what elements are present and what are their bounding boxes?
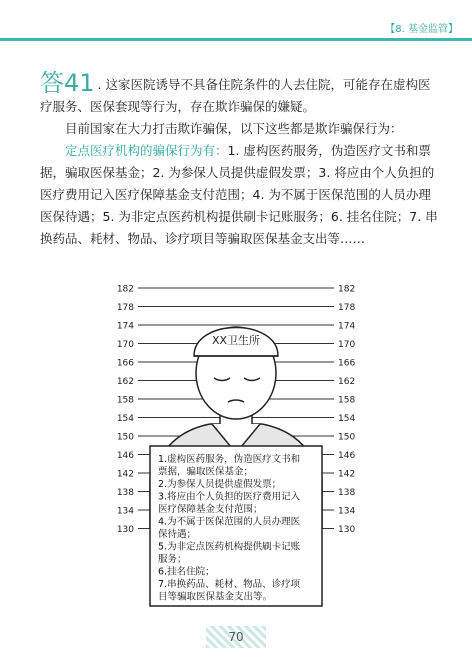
sign-text-line: 1.虚构医药服务，伪造医疗文书和 bbox=[158, 454, 301, 465]
answer-number: 答41 bbox=[40, 69, 95, 97]
height-mark-label-left: 154 bbox=[116, 414, 134, 424]
height-mark-label-right: 150 bbox=[338, 432, 356, 443]
height-mark-label-right: 142 bbox=[338, 469, 356, 480]
answer-text-block bbox=[40, 69, 440, 250]
answer-paragraph-1 bbox=[40, 69, 440, 118]
page-number: 70 bbox=[228, 630, 244, 644]
sign-text-line: 医疗保障基金支付范围； bbox=[158, 504, 263, 515]
height-mark-label-left: 134 bbox=[116, 506, 134, 517]
sign-text-line: 6.挂名住院； bbox=[158, 566, 215, 578]
height-mark-label-left: 146 bbox=[116, 451, 134, 461]
answer-paragraph-1-text: . 这家医院诱导不具备住院条件的人去住院，可能存在虚构医疗服务、医保套现等行为，存在欺诈骗保的嫌疑。 bbox=[40, 77, 431, 114]
section-tag: 【8. 基金监管】 bbox=[385, 24, 458, 35]
height-mark-label-right: 146 bbox=[338, 451, 356, 461]
sign-text-line: 4.为不属于医保范围的人员办理医 bbox=[158, 516, 301, 528]
height-mark-label-left: 182 bbox=[116, 284, 134, 295]
answer-paragraph-2: 目前国家在大力打击欺诈骗保，以下这些都是欺诈骗保行为： bbox=[65, 121, 403, 136]
height-mark-label-left: 170 bbox=[116, 340, 134, 350]
height-mark-label-left: 158 bbox=[116, 395, 134, 406]
sign-text-line: 5.为非定点医药机构提供刷卡记账 bbox=[158, 541, 301, 553]
paragraph-3-list: 1. 虚构医药服务，伪造医疗文书和票据，骗取医保基金；2. 为参保人员提供虚假发票；3. 将应由个人负担的医疗费用记入医疗保障基金支付范围；4. 为不属于医保范围的人员办理医保待遇；5. 为非定点医药机构提供刷卡记账服务；6. 挂名住院；7. 串换药品、耗材、物品、诊疗项目等骗取医保基金支出等…… bbox=[40, 143, 438, 246]
height-mark-label-right: 130 bbox=[338, 525, 356, 535]
height-mark-label-right: 154 bbox=[338, 414, 356, 424]
height-mark-label-left: 162 bbox=[116, 377, 134, 387]
sign-text-line: 目等骗取医保基金支出等。 bbox=[158, 591, 273, 603]
height-mark-label-right: 166 bbox=[338, 358, 356, 369]
sign-text-line: 服务； bbox=[158, 554, 187, 565]
height-mark-label-left: 178 bbox=[116, 303, 134, 313]
height-mark-label-right: 134 bbox=[338, 506, 356, 517]
paragraph-3-lead: 定点医疗机构的骗保行为有： bbox=[65, 143, 228, 158]
height-mark-label-left: 166 bbox=[116, 358, 134, 369]
height-mark-label-right: 162 bbox=[338, 377, 356, 387]
height-mark-label-right: 170 bbox=[338, 340, 356, 350]
height-mark-label-right: 182 bbox=[338, 284, 356, 295]
sign-text-line: 保待遇； bbox=[158, 529, 197, 540]
mugshot-illustration bbox=[110, 278, 362, 610]
answer-paragraph-3 bbox=[40, 140, 440, 250]
height-mark-label-left: 130 bbox=[116, 525, 134, 535]
height-mark-label-right: 178 bbox=[338, 303, 356, 313]
sign-text-line: 3.将应由个人负担的医疗费用记入 bbox=[158, 491, 301, 503]
height-mark-label-right: 138 bbox=[338, 488, 356, 498]
height-mark-label-left: 150 bbox=[116, 432, 134, 443]
sign-text-line: 票据，骗取医保基金； bbox=[158, 466, 254, 478]
height-mark-label-left: 174 bbox=[116, 321, 134, 332]
hat-label: XX卫生所 bbox=[211, 334, 261, 347]
sign-text-line: 7.串换药品、耗材、物品、诊疗项 bbox=[158, 579, 301, 590]
height-mark-label-left: 142 bbox=[116, 469, 134, 480]
header-accent-bar bbox=[0, 38, 472, 41]
height-mark-label-right: 174 bbox=[338, 321, 356, 332]
height-mark-label-right: 158 bbox=[338, 395, 356, 406]
height-mark-label-left: 138 bbox=[116, 488, 134, 498]
sign-text-line: 2.为参保人员提供虚假发票； bbox=[158, 479, 282, 490]
